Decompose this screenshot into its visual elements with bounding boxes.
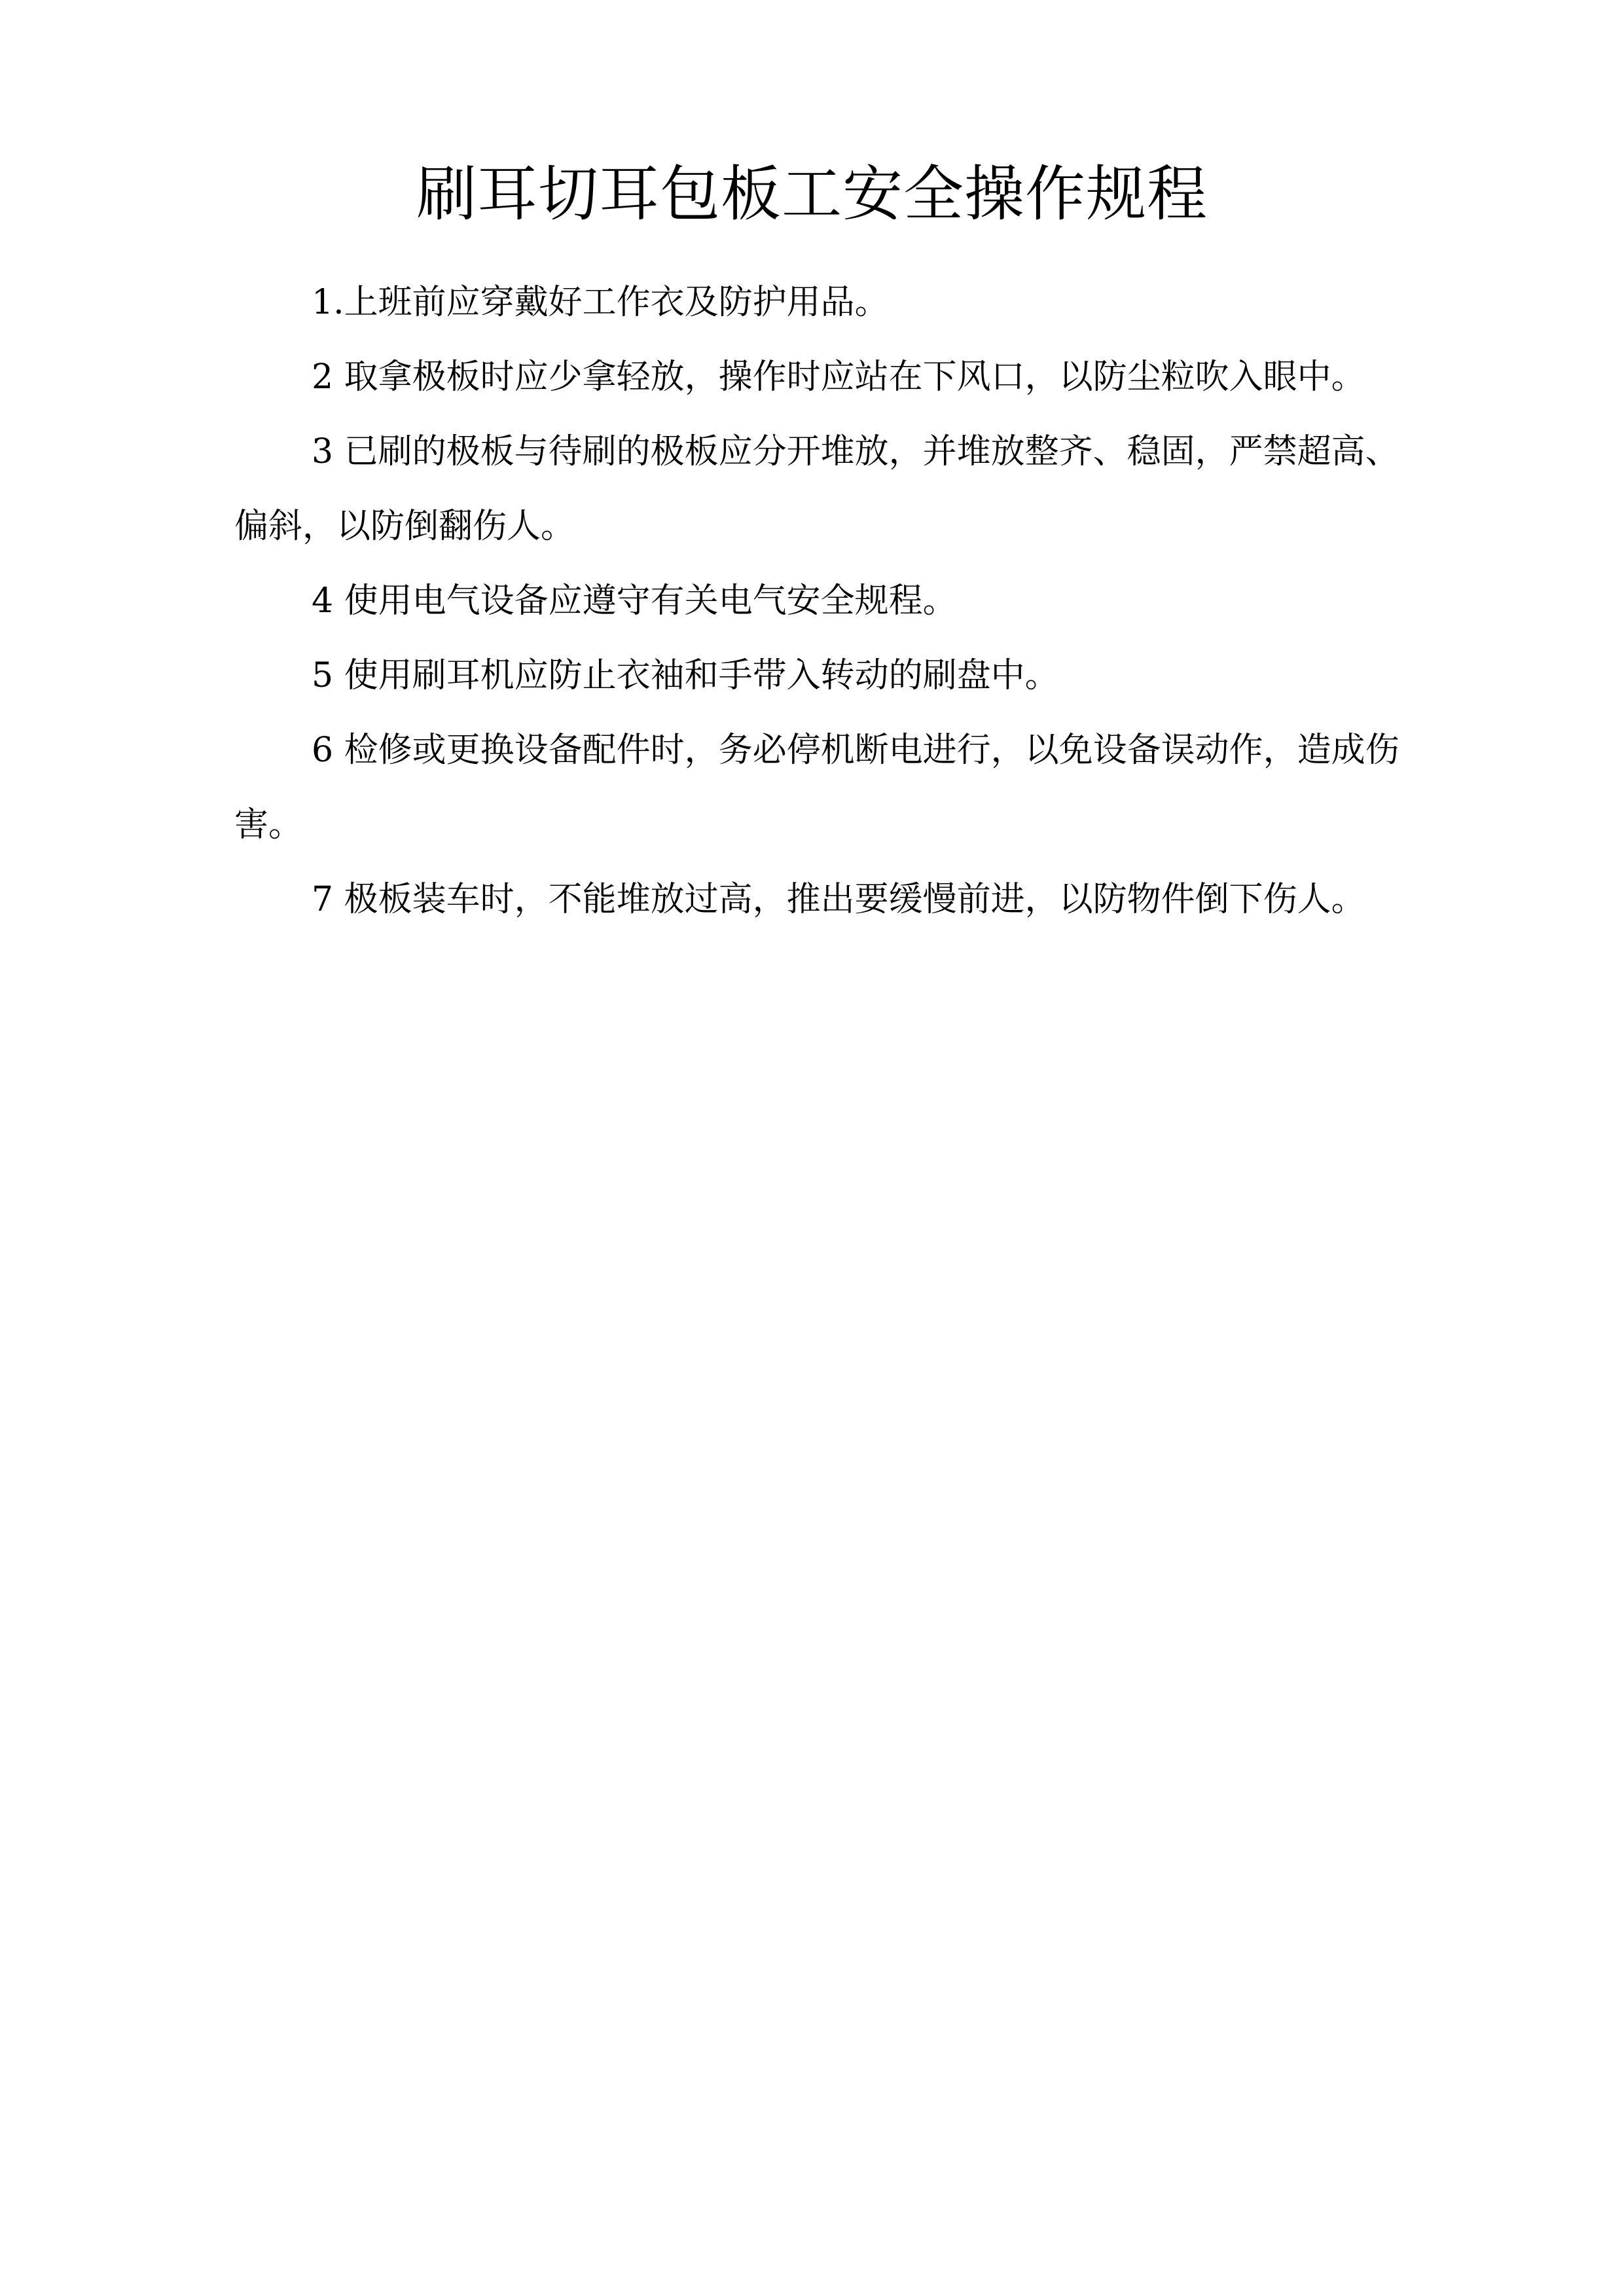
paragraph-7: 7 极板装车时，不能堆放过高，推出要缓慢前进，以防物件倒下伤人。 — [312, 880, 1365, 919]
paragraph-4: 4 使用电气设备应遵守有关电气安全规程。 — [312, 581, 957, 621]
paragraph-3: 3 已刷的极板与待刷的极板应分开堆放，并堆放整齐、稳固，严禁超高、偏斜，以防倒翻伤人。 — [234, 432, 1399, 546]
document-title: 刷耳切耳包板工安全操作规程 — [416, 159, 1208, 229]
paragraph-6: 6 检修或更换设备配件时，务必停机断电进行，以免设备误动作，造成伤害。 — [234, 731, 1399, 845]
paragraph-5: 5 使用刷耳机应防止衣袖和手带入转动的刷盘中。 — [312, 656, 1059, 695]
paragraph-2: 2 取拿极板时应少拿轻放，操作时应站在下风口，以防尘粒吹入眼中。 — [312, 357, 1365, 397]
document-body — [234, 265, 1419, 937]
paragraph-1: 1.上班前应穿戴好工作衣及防护用品。 — [312, 283, 889, 322]
